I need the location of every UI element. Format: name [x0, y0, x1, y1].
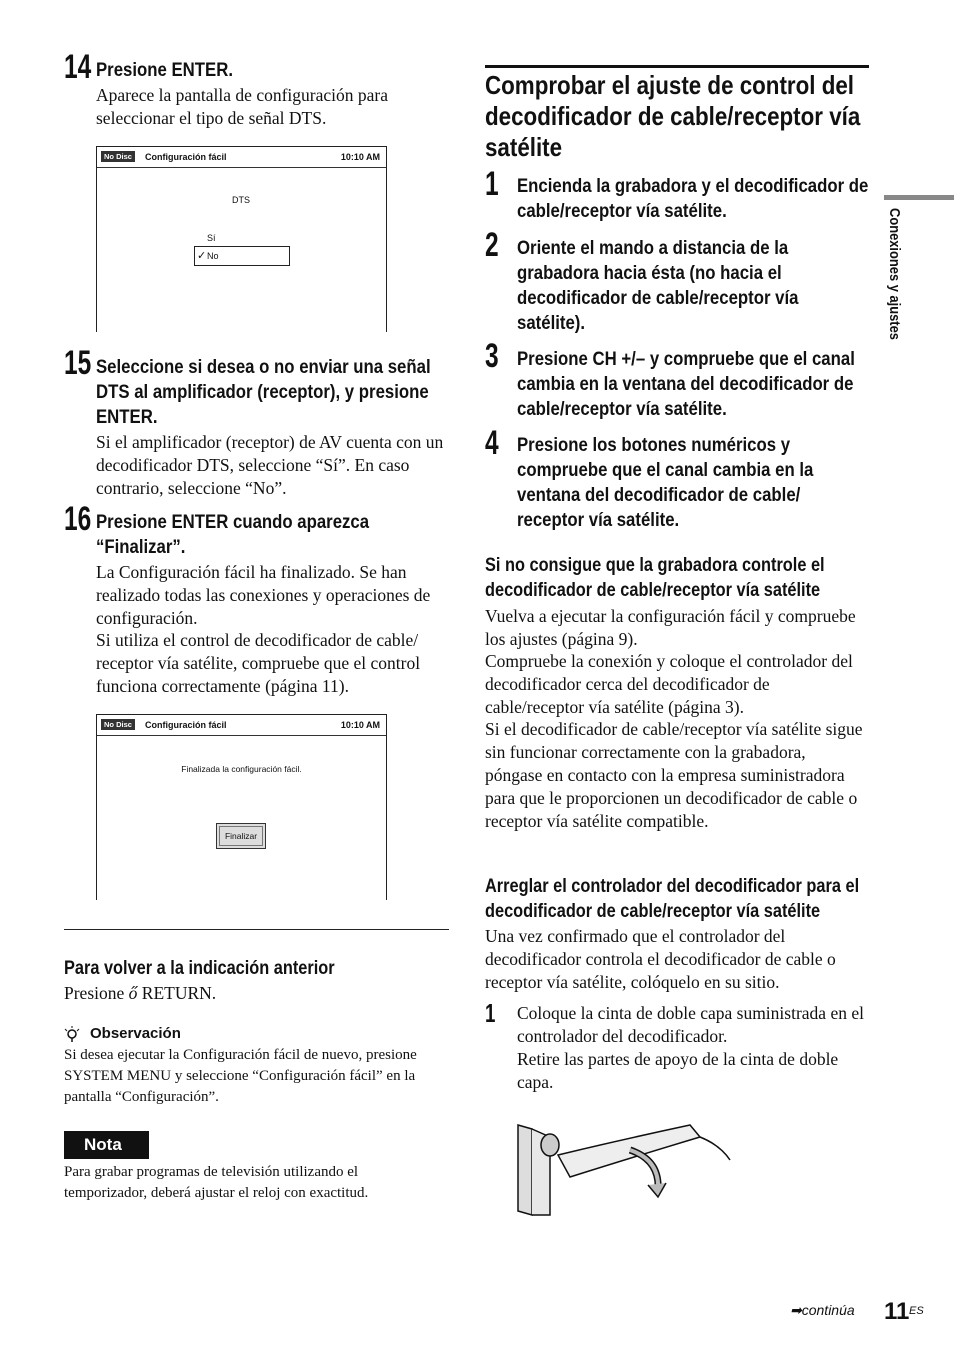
step-2-number: 2 [485, 226, 499, 264]
divider [64, 929, 449, 930]
back-text-post: RETURN. [141, 983, 217, 1003]
arrow-right-icon: ➡ [790, 1302, 802, 1318]
sub-step-1-text: Coloque la cinta de doble capa suministrada en el controlador del decodificador. [517, 1003, 864, 1046]
subsection-1-p2: Compruebe la conexión y coloque el controlador del decodificador cerca del decodificador de cable/receptor vía satélite (página 3). [485, 651, 853, 717]
no-disc-badge: No Disc [101, 151, 135, 162]
no-disc-badge: No Disc [101, 719, 135, 730]
section-title: Comprobar el ajuste de control del decodificador de cable/receptor vía satélite [485, 70, 861, 162]
step-3-number: 3 [485, 337, 499, 375]
tape-controller-illustration [510, 1115, 740, 1225]
dts-label: DTS [232, 195, 250, 205]
step-16-body-1: La Configuración fácil ha finalizado. Se han realizado todas las conexiones y operaciones de configuración. [96, 562, 431, 628]
tip-body: Si desea ejecutar la Configuración fácil de nuevo, presione SYSTEM MENU y seleccione “Configuración fácil” en la pantalla “Configuración”. [64, 1047, 417, 1105]
step-14-body: Aparece la pantalla de configuración para seleccionar el tipo de señal DTS. [96, 85, 388, 128]
section-tab-label: Conexiones y ajustes [886, 208, 903, 340]
step-15-body: Si el amplificador (receptor) de AV cuenta con un decodificador DTS, seleccione “Sí”. En caso contrario, seleccione “No”. [96, 432, 444, 498]
option-no-label: No [207, 251, 219, 261]
step-1-text: Encienda la grabadora y el decodificador de cable/receptor vía satélite. [517, 175, 869, 222]
screen-time: 10:10 AM [340, 152, 380, 162]
option-yes[interactable]: Sí [207, 233, 216, 243]
screen-header [97, 715, 386, 736]
step-16-number: 16 [64, 500, 92, 538]
subsection-1-heading: Si no consigue que la grabadora controle el decodificador de cable/receptor vía satélite [485, 555, 825, 601]
note-body: Para grabar programas de televisión utilizando el temporizador, deberá ajustar el reloj con exactitud. [64, 1164, 369, 1201]
back-text [64, 982, 424, 1005]
step-16-body-2: Si utiliza el control de decodificador de cable/ receptor vía satélite, compruebe que el control funciona correctamente (página 11). [96, 630, 421, 696]
note-label: Nota [64, 1131, 149, 1159]
step-2-text: Oriente el mando a distancia de la grabadora hacia ésta (no hacia el decodificador de cable/receptor vía satélite). [517, 237, 799, 334]
step-1-number: 1 [485, 165, 499, 203]
screen-title: Configuración fácil [145, 720, 227, 730]
tip-icon [64, 1026, 80, 1044]
sub-step-1-number: 1 [485, 998, 496, 1028]
step-14-heading: Presione ENTER. [96, 59, 233, 81]
subsection-2-body: Una vez confirmado que el controlador del decodificador controla el decodificador de cable o receptor vía satélite, colóquelo en su sitio. [485, 926, 836, 992]
finish-button[interactable]: Finalizar [216, 823, 266, 849]
page-number: 11 [884, 1298, 910, 1325]
checkmark-icon: ✓ [197, 250, 207, 262]
sub-step-1-text-2: Retire las partes de apoyo de la cinta de doble capa. [517, 1049, 839, 1092]
step-15-heading: Seleccione si desea o no enviar una señal DTS al amplificador (receptor), y presione ENTER. [96, 356, 431, 428]
continues-label: continúa [801, 1302, 855, 1318]
section-tab-bar [884, 195, 954, 200]
screen-header [97, 147, 386, 168]
setup-screen-finish [96, 714, 387, 900]
language-code: ES [909, 1305, 924, 1317]
step-3-text: Presione CH +/– y compruebe que el canal cambia en la ventana del decodificador de cable/receptor vía satélite. [517, 348, 855, 420]
finish-message: Finalizada la configuración fácil. [181, 764, 302, 774]
back-heading: Para volver a la indicación anterior [64, 958, 335, 979]
step-4-number: 4 [485, 424, 499, 462]
subsection-2-heading: Arreglar el controlador del decodificador para el decodificador de cable/receptor vía satélite [485, 876, 860, 922]
back-text-pre: Presione [64, 983, 125, 1003]
continues-indicator [790, 1302, 855, 1319]
return-icon: ő [128, 983, 138, 1003]
step-15-number: 15 [64, 344, 92, 382]
screen-time: 10:10 AM [340, 720, 380, 730]
tip-heading: Observación [90, 1025, 181, 1042]
step-14-number: 14 [64, 48, 92, 86]
title-rule [485, 65, 869, 68]
step-16-heading: Presione ENTER cuando aparezca “Finalizar”. [96, 511, 370, 558]
setup-screen-dts [96, 146, 387, 332]
step-4-text: Presione los botones numéricos y compruebe que el canal cambia en la ventana del decodificador de cable/ receptor vía satélite. [517, 434, 814, 531]
subsection-1-p3: Si el decodificador de cable/receptor vía satélite sigue sin funcionar correctamente con la grabadora, póngase en contacto con la empresa suministradora para que le proporcionen un decodificador de cable o receptor vía satélite compatible. [485, 719, 863, 831]
subsection-1-p1: Vuelva a ejecutar la configuración fácil y compruebe los ajustes (página 9). [485, 606, 856, 649]
option-no-selected[interactable] [194, 246, 290, 266]
screen-title: Configuración fácil [145, 152, 227, 162]
